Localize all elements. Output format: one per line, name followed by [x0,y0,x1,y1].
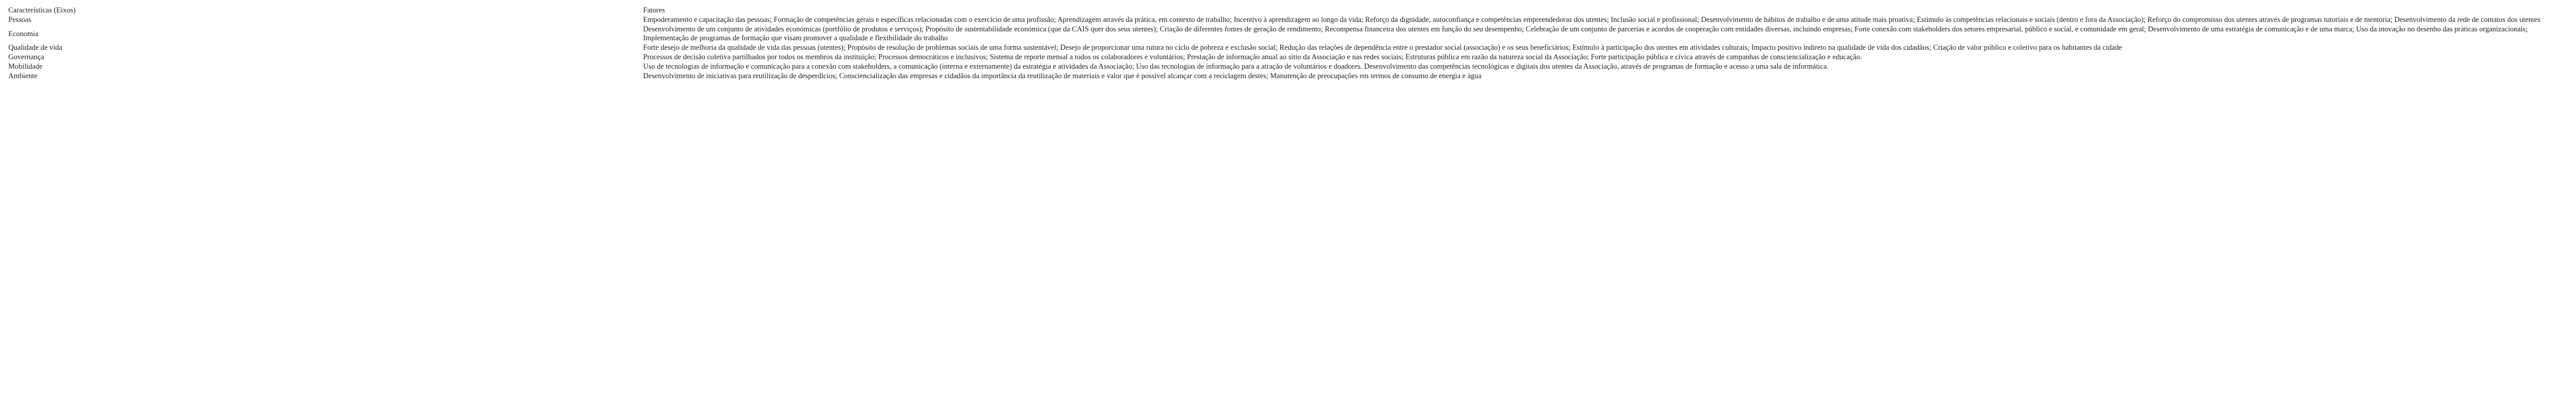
table-row [6,62,2570,72]
axis-cell-governanca: Governança [8,53,44,61]
factors-cell-mobilidade: Uso de tecnologias de informação e comunicação para a conexão com stakeholders, a comunicação (interna e externamente) da estratégia e atividades da Associação; Uso das tecnologias de informação para a atração de voluntários e doadores. Desenvolvimento das competências tecnológicas e digitais dos utentes da Associação, através de programas de formação e acesso a uma sala de informática. [643,62,1829,70]
factors-cell-pessoas: Empoderamento e capacitação das pessoas; Formação de competências gerais e específicas relacionadas com o exercício de uma profissão; Aprendizagem através da prática, em contexto de trabalho; Incentivo à aprendizagem ao longo da vida; Reforço da dignidade, autoconfiança e competências empreendedoras dos utentes; Inclusão social e profissional; Desenvolvimento de hábitos de trabalho e de uma atitude mais proativa; Estímulo às competências relacionais e sociais (dentro e fora da Associação); Reforço do compromisso dos utentes através de programas tutoriais e de mentoria; Desenvolvimento da rede de contatos dos utentes [643,15,2540,24]
table-row [6,53,2570,62]
axis-cell-ambiente: Ambiente [8,72,38,80]
table-header [6,6,2570,15]
table-body [6,15,2570,81]
axis-cell-pessoas: Pessoas [8,15,31,24]
axis-column-header: Características (Eixos) [8,6,76,14]
factors-column-header: Fatores [643,6,665,14]
axis-cell-economia: Economia [8,29,39,38]
factors-cell-governanca: Processos de decisão coletiva partilhados por todos os membros da instituição; Processos democráticos e inclusivos; Sistema de reporte mensal a todos os colaboradores e voluntários; Prestação de informação anual ao sitio da Associação e nas redes sociais; Estruturas pública em razão da natureza social da Associação; Forte participação pública e cívica através de campanhas de consciencialização e educação. [643,53,1862,61]
table-row [6,72,2570,81]
factors-cell-economia: Desenvolvimento de um conjunto de atividades económicas (portfólio de produtos e serviços); Propósito de sustentabilidade económica (que da CAIS quer dos seus utentes); Criação de diferentes fontes de geração de rendimento; Recompensa financeira dos utentes em função do seu desempenho; Celebração de um conjunto de parcerias e acordos de cooperação com entidades diversas, incluindo empresas; Forte conexão com stakeholders dos setores empresarial, público e social, e comunidade em geral; Desenvolvimento de uma estratégia de comunicação e de uma marca; Uso da inovação no desenho das práticas organizacionais; Implementação de programas de formação que visam promover a qualidade e flexibilidade do trabalho [643,25,2528,42]
table-row [6,25,2570,43]
table-row [6,15,2570,25]
factors-cell-ambiente: Desenvolvimento de iniciativas para reutilização de desperdícios; Consciencialização das empresas e cidadãos da importância da reutilização de materiais e valor que é possível alcançar com a reciclagem destes; Manutenção de preocupações em termos de consumo de energia e água [643,72,1482,80]
table-row [6,43,2570,53]
axis-cell-mobilidade: Mobilidade [8,62,43,70]
header-row [6,6,2570,15]
axis-cell-qualidade-de-vida: Qualidade de vida [8,43,62,52]
factors-cell-qualidade-de-vida: Forte desejo de melhoria da qualidade de vida das pessoas (utentes); Propósito de resolução de problemas sociais de uma forma sustentável; Desejo de proporcionar uma rutura no ciclo de pobreza e exclusão social; Redução das relações de dependência entre o prestador social (associação) e os seus beneficiários; Estímulo à participação dos utentes em atividades culturais; Impacto positivo indireto na qualidade de vida dos cidadãos; Criação de valor público e coletivo para os habitantes da cidade [643,43,2122,52]
factors-table [6,6,2570,81]
